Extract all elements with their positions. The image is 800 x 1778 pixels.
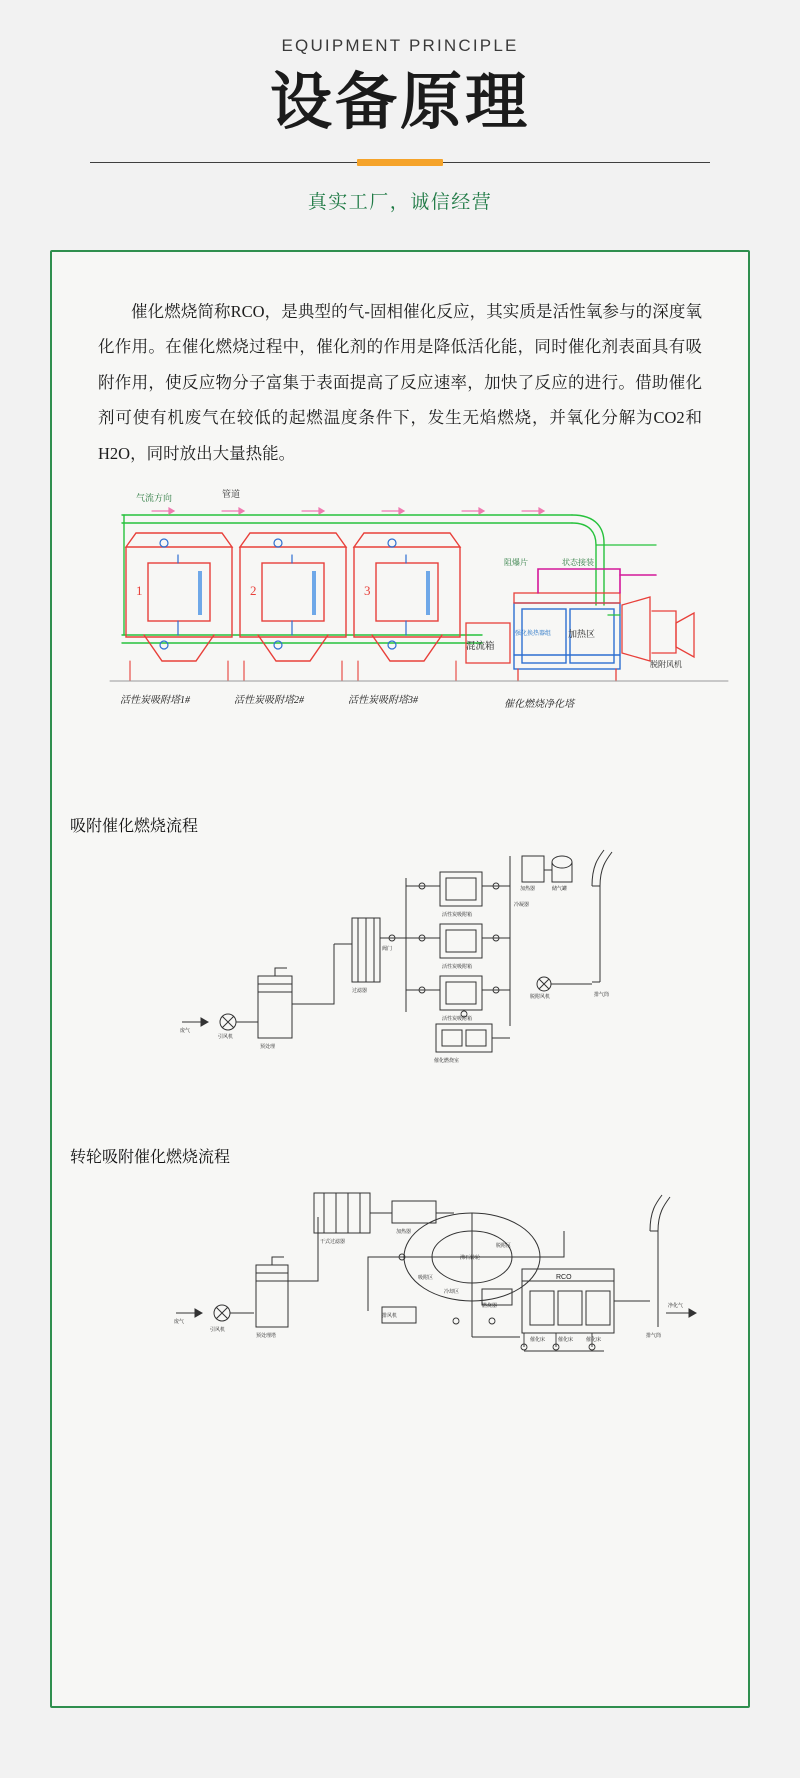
label-f2-tank: 储气罐 [552, 886, 568, 893]
principle-paragraph: 催化燃烧简称RCO，是典型的气-固相催化反应，其实质是活性氧参与的深度氧化作用。在催化燃烧过程中，催化剂的作用是降低活化能，同时催化剂表面具有吸附作用，使反应物分子富集于表面提高了反应速率，加快了反应的进行。借助催化剂可使有机废气在较低的起燃温度条件下，发生无焰燃烧，并氧化分解为CO2和H2O，同时放出大量热能。 [98, 302, 702, 463]
page-subtitle: 真实工厂，诚信经营 [307, 192, 493, 214]
label-f3-rco: RCO [556, 1274, 572, 1282]
label-duct: 管道 [222, 489, 241, 500]
figure2-title: 吸附催化燃烧流程 [70, 818, 199, 836]
label-f2-cool: 冷凝器 [514, 902, 530, 909]
label-f2-rco: 催化燃烧室 [434, 1058, 460, 1065]
label-f3-fan-in: 引风机 [210, 1327, 226, 1334]
label-f2-filter: 过滤器 [352, 988, 368, 995]
page-title: 设备原理 [269, 68, 530, 137]
figure3-title: 转轮吸附催化燃烧流程 [70, 1149, 231, 1167]
figure3-svg [52, 1161, 748, 1401]
figure2-svg [52, 826, 748, 1076]
title-divider [90, 159, 710, 167]
label-f3-burner: 燃烧器 [482, 1303, 498, 1310]
figure-equipment-layout [52, 485, 748, 735]
label-fan: 脱附风机 [650, 660, 682, 670]
label-catalyst: 状态接装 [562, 558, 594, 568]
figure1-svg [52, 485, 748, 735]
label-f3-fan-out: 排风机 [382, 1313, 398, 1320]
caption-rco-tower: 催化燃烧净化塔 [504, 699, 574, 711]
label-f2-valve: 阀门 [382, 946, 393, 953]
label-tower1-num: 1 [136, 583, 143, 599]
label-heat-exchanger: 强化换热器组 [515, 631, 552, 638]
label-f2-blower: 脱附风机 [530, 994, 551, 1001]
label-f2-bed2: 活性炭吸附箱 [442, 964, 473, 971]
label-f3-heater: 加热器 [396, 1229, 412, 1236]
caption-tower3: 活性炭吸附塔3# [348, 695, 418, 707]
label-mixer: 混流箱 [466, 642, 495, 653]
label-f3-prefilter: 干式过滤器 [320, 1239, 346, 1246]
label-f3-zone-ads: 吸附区 [418, 1275, 434, 1282]
label-f2-heater: 加热器 [520, 886, 536, 893]
content-card [50, 250, 750, 1708]
label-tower3-num: 3 [364, 583, 371, 599]
label-f3-wheel: 沸石转轮 [460, 1255, 481, 1262]
label-f3-inlet: 废气 [174, 1319, 185, 1326]
label-f3-stack: 排气筒 [646, 1333, 662, 1340]
label-f2-stack: 排气筒 [594, 992, 610, 999]
figure-adsorption-flow [52, 826, 748, 1076]
label-f3-cat1: 催化床 [530, 1337, 546, 1344]
divider-accent [357, 159, 443, 166]
label-f2-fan-in: 引风机 [218, 1034, 234, 1041]
page-header [0, 0, 800, 214]
label-f2-bed1: 活性炭吸附箱 [442, 912, 473, 919]
caption-tower1: 活性炭吸附塔1# [120, 695, 190, 707]
label-tower2-num: 2 [250, 583, 257, 599]
label-f2-inlet: 废气 [180, 1028, 191, 1035]
eyebrow-text: EQUIPMENT PRINCIPLE [281, 36, 519, 55]
caption-tower2: 活性炭吸附塔2# [234, 695, 304, 707]
label-f3-cat3: 催化床 [586, 1337, 602, 1344]
label-f3-outlet: 净化气 [668, 1303, 684, 1310]
label-airflow: 气流方向 [136, 493, 173, 504]
figure-wheel-flow [52, 1161, 748, 1401]
label-f2-bed3: 活性炭吸附箱 [442, 1016, 473, 1023]
label-f3-zone-des: 脱附区 [496, 1243, 512, 1250]
label-f2-scrubber: 预处理 [260, 1044, 276, 1051]
label-flame-arrester: 阻爆片 [504, 558, 528, 568]
label-f3-pretreat: 预处理塔 [256, 1333, 277, 1340]
label-f3-zone-cool: 冷却区 [444, 1289, 460, 1296]
label-heating-zone: 加热区 [568, 629, 596, 640]
label-f3-cat2: 催化床 [558, 1337, 574, 1344]
